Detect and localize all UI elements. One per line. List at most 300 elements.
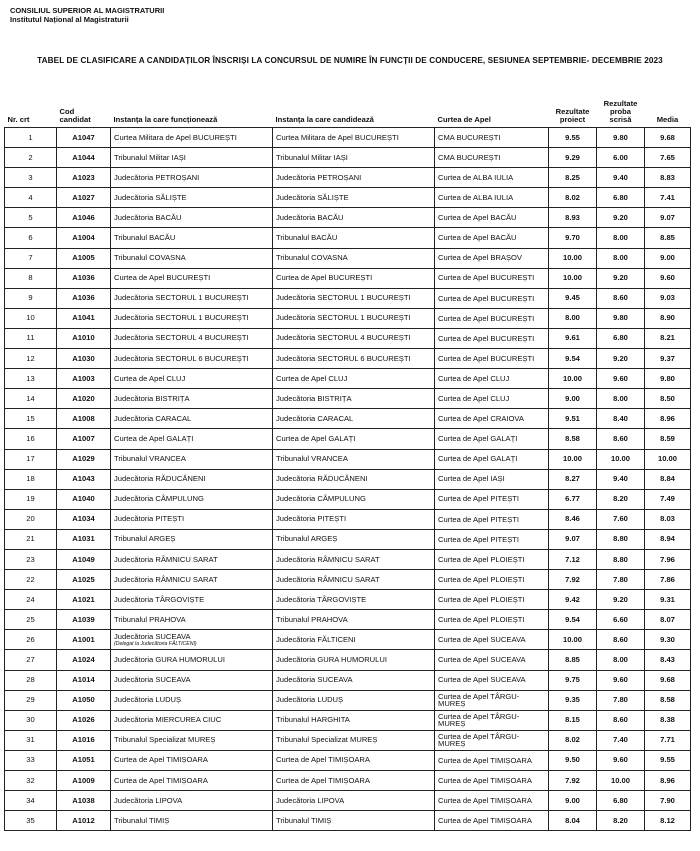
cell-instanta-candideaza: Tribunalul HARGHITA bbox=[273, 710, 435, 730]
cell-cod: A1008 bbox=[57, 409, 111, 429]
cell-curtea: Curtea de Apel PLOIEȘTI bbox=[435, 610, 549, 630]
table-row bbox=[5, 208, 691, 228]
cell-media: 10.00 bbox=[645, 449, 691, 469]
cell-curtea: Curtea de Apel SUCEAVA bbox=[435, 670, 549, 690]
cell-media: 7.71 bbox=[645, 730, 691, 750]
cell-instanta-candideaza: Judecătoria PETROȘANI bbox=[273, 168, 435, 188]
cell-curtea: CMA BUCUREȘTI bbox=[435, 128, 549, 148]
table-row bbox=[5, 630, 691, 650]
cell-instanta-functioneaza: Judecătoria RĂDUCĂNENI bbox=[111, 469, 273, 489]
cell-nr: 27 bbox=[5, 650, 57, 670]
cell-cod: A1031 bbox=[57, 529, 111, 549]
cell-proba: 6.80 bbox=[597, 791, 645, 811]
cell-instanta-candideaza: Judecătoria SĂLIȘTE bbox=[273, 188, 435, 208]
cell-nr: 23 bbox=[5, 549, 57, 569]
cell-media: 9.30 bbox=[645, 630, 691, 650]
cell-cod: A1010 bbox=[57, 328, 111, 348]
cell-instanta-functioneaza: Judecătoria SECTORUL 4 BUCUREȘTI bbox=[111, 328, 273, 348]
cell-curtea: Curtea de Apel PLOIEȘTI bbox=[435, 590, 549, 610]
table-row bbox=[5, 791, 691, 811]
cell-instanta-functioneaza: Curtea de Apel BUCUREȘTI bbox=[111, 268, 273, 288]
cell-proba: 9.60 bbox=[597, 750, 645, 770]
cell-media: 8.96 bbox=[645, 409, 691, 429]
cell-proba: 9.20 bbox=[597, 208, 645, 228]
cell-proba: 8.20 bbox=[597, 811, 645, 831]
cell-proiect: 8.00 bbox=[549, 308, 597, 328]
cell-cod: A1043 bbox=[57, 469, 111, 489]
cell-media: 9.00 bbox=[645, 248, 691, 268]
table-row bbox=[5, 469, 691, 489]
cell-nr: 31 bbox=[5, 730, 57, 750]
cell-proiect: 8.02 bbox=[549, 730, 597, 750]
cell-instanta-candideaza: Tribunalul PRAHOVA bbox=[273, 610, 435, 630]
cell-curtea: Curtea de Apel BUCUREȘTI bbox=[435, 308, 549, 328]
cell-cod: A1024 bbox=[57, 650, 111, 670]
cell-nr: 8 bbox=[5, 268, 57, 288]
cell-media: 8.94 bbox=[645, 529, 691, 549]
cell-instanta-candideaza: Curtea de Apel TIMIȘOARA bbox=[273, 771, 435, 791]
cell-cod: A1014 bbox=[57, 670, 111, 690]
table-row bbox=[5, 771, 691, 791]
table-row bbox=[5, 690, 691, 710]
cell-proiect: 9.51 bbox=[549, 409, 597, 429]
table-row bbox=[5, 489, 691, 509]
cell-proba: 8.60 bbox=[597, 630, 645, 650]
cell-cod: A1040 bbox=[57, 489, 111, 509]
table-row bbox=[5, 168, 691, 188]
cell-media: 7.65 bbox=[645, 148, 691, 168]
cell-instanta-functioneaza: Judecătoria CARACAL bbox=[111, 409, 273, 429]
table-row bbox=[5, 811, 691, 831]
cell-proba: 8.00 bbox=[597, 248, 645, 268]
cell-proiect: 9.54 bbox=[549, 349, 597, 369]
cell-cod: A1009 bbox=[57, 771, 111, 791]
cell-cod: A1021 bbox=[57, 590, 111, 610]
cell-instanta-candideaza: Judecătoria BACĂU bbox=[273, 208, 435, 228]
cell-curtea: CMA BUCUREȘTI bbox=[435, 148, 549, 168]
table-row bbox=[5, 328, 691, 348]
col-header-instanta-candideaza: Instanța la care candidează bbox=[273, 92, 435, 128]
cell-media: 8.43 bbox=[645, 650, 691, 670]
col-header-curtea: Curtea de Apel bbox=[435, 92, 549, 128]
cell-instanta-functioneaza: Judecătoria RÂMNICU SARAT bbox=[111, 570, 273, 590]
table-body bbox=[5, 128, 691, 831]
cell-cod: A1051 bbox=[57, 750, 111, 770]
cell-nr: 16 bbox=[5, 429, 57, 449]
cell-instanta-functioneaza: Tribunalul ARGEȘ bbox=[111, 529, 273, 549]
cell-cod: A1001 bbox=[57, 630, 111, 650]
table-row bbox=[5, 509, 691, 529]
cell-proba: 7.80 bbox=[597, 570, 645, 590]
cell-nr: 30 bbox=[5, 710, 57, 730]
cell-proba: 9.60 bbox=[597, 369, 645, 389]
cell-cod: A1003 bbox=[57, 369, 111, 389]
cell-nr: 6 bbox=[5, 228, 57, 248]
cell-instanta-candideaza: Tribunalul Militar IAȘI bbox=[273, 148, 435, 168]
cell-proba: 9.60 bbox=[597, 670, 645, 690]
cell-curtea: Curtea de Apel BUCUREȘTI bbox=[435, 288, 549, 308]
cell-instanta-functioneaza: Tribunalul Militar IAȘI bbox=[111, 148, 273, 168]
institution-name: CONSILIUL SUPERIOR AL MAGISTRATURII bbox=[10, 6, 165, 15]
cell-nr: 15 bbox=[5, 409, 57, 429]
cell-nr: 5 bbox=[5, 208, 57, 228]
table-row bbox=[5, 228, 691, 248]
cell-curtea: Curtea de Apel TIMIȘOARA bbox=[435, 791, 549, 811]
institution-subname: Institutul Național al Magistraturii bbox=[10, 15, 129, 24]
cell-proba: 8.80 bbox=[597, 529, 645, 549]
cell-nr: 3 bbox=[5, 168, 57, 188]
cell-curtea: Curtea de Apel GALAȚI bbox=[435, 429, 549, 449]
table-row bbox=[5, 529, 691, 549]
cell-nr: 17 bbox=[5, 449, 57, 469]
table-row bbox=[5, 590, 691, 610]
cell-instanta-candideaza: Judecătoria PITEȘTI bbox=[273, 509, 435, 529]
cell-proiect: 9.61 bbox=[549, 328, 597, 348]
cell-media: 8.03 bbox=[645, 509, 691, 529]
cell-proiect: 9.50 bbox=[549, 750, 597, 770]
cell-proba: 9.40 bbox=[597, 469, 645, 489]
cell-instanta-functioneaza: Judecătoria SECTORUL 6 BUCUREȘTI bbox=[111, 349, 273, 369]
cell-instanta-functioneaza: Judecătoria LUDUȘ bbox=[111, 690, 273, 710]
cell-instanta-candideaza: Curtea de Apel GALAȚI bbox=[273, 429, 435, 449]
cell-proba: 7.60 bbox=[597, 509, 645, 529]
cell-nr: 1 bbox=[5, 128, 57, 148]
cell-instanta-functioneaza: Tribunalul COVASNA bbox=[111, 248, 273, 268]
cell-media: 7.49 bbox=[645, 489, 691, 509]
cell-instanta-candideaza: Judecătoria RÂMNICU SARAT bbox=[273, 549, 435, 569]
cell-proiect: 7.12 bbox=[549, 549, 597, 569]
table-row bbox=[5, 349, 691, 369]
cell-curtea: Curtea de Apel TÂRGU-MUREȘ bbox=[435, 710, 549, 730]
cell-proba: 10.00 bbox=[597, 449, 645, 469]
cell-proba: 8.20 bbox=[597, 489, 645, 509]
cell-proba: 9.80 bbox=[597, 308, 645, 328]
cell-curtea: Curtea de Apel SUCEAVA bbox=[435, 630, 549, 650]
cell-media: 9.07 bbox=[645, 208, 691, 228]
cell-cod: A1044 bbox=[57, 148, 111, 168]
cell-media: 7.41 bbox=[645, 188, 691, 208]
cell-proiect: 9.42 bbox=[549, 590, 597, 610]
institution-header bbox=[10, 6, 164, 24]
cell-curtea: Curtea de Apel TÂRGU-MUREȘ bbox=[435, 730, 549, 750]
cell-instanta-candideaza: Judecătoria SECTORUL 1 BUCUREȘTI bbox=[273, 308, 435, 328]
cell-cod: A1016 bbox=[57, 730, 111, 750]
cell-cod: A1023 bbox=[57, 168, 111, 188]
cell-proiect: 10.00 bbox=[549, 248, 597, 268]
col-header-instanta-functioneaza: Instanța la care funcționează bbox=[111, 92, 273, 128]
cell-proba: 8.00 bbox=[597, 389, 645, 409]
cell-proba: 8.40 bbox=[597, 409, 645, 429]
cell-proiect: 9.55 bbox=[549, 128, 597, 148]
cell-instanta-functioneaza: Judecătoria CÂMPULUNG bbox=[111, 489, 273, 509]
cell-instanta-functioneaza: Curtea de Apel TIMIȘOARA bbox=[111, 771, 273, 791]
cell-proiect: 8.25 bbox=[549, 168, 597, 188]
cell-cod: A1012 bbox=[57, 811, 111, 831]
cell-instanta-candideaza: Tribunalul Specializat MUREȘ bbox=[273, 730, 435, 750]
cell-proba: 9.80 bbox=[597, 128, 645, 148]
cell-proba: 9.20 bbox=[597, 590, 645, 610]
cell-proiect: 9.00 bbox=[549, 791, 597, 811]
cell-instanta-functioneaza: Curtea de Apel TIMIȘOARA bbox=[111, 750, 273, 770]
cell-proba: 10.00 bbox=[597, 771, 645, 791]
cell-media: 8.85 bbox=[645, 228, 691, 248]
cell-media: 7.90 bbox=[645, 791, 691, 811]
cell-curtea: Curtea de Apel CLUJ bbox=[435, 369, 549, 389]
cell-media: 9.03 bbox=[645, 288, 691, 308]
cell-cod: A1020 bbox=[57, 389, 111, 409]
table-row bbox=[5, 248, 691, 268]
cell-curtea: Curtea de Apel GALAȚI bbox=[435, 449, 549, 469]
cell-nr: 2 bbox=[5, 148, 57, 168]
cell-proba: 7.40 bbox=[597, 730, 645, 750]
table-row bbox=[5, 268, 691, 288]
cell-instanta-functioneaza: Judecătoria SECTORUL 1 BUCUREȘTI bbox=[111, 308, 273, 328]
cell-curtea: Curtea de Apel PITEȘTI bbox=[435, 509, 549, 529]
cell-media: 9.80 bbox=[645, 369, 691, 389]
table-row bbox=[5, 549, 691, 569]
cell-instanta-functioneaza: Judecătoria GURA HUMORULUI bbox=[111, 650, 273, 670]
cell-proiect: 9.29 bbox=[549, 148, 597, 168]
cell-nr: 28 bbox=[5, 670, 57, 690]
cell-proiect: 10.00 bbox=[549, 268, 597, 288]
cell-nr: 25 bbox=[5, 610, 57, 630]
cell-instanta-candideaza: Judecătoria GURA HUMORULUI bbox=[273, 650, 435, 670]
cell-curtea: Curtea de Apel TIMIȘOARA bbox=[435, 750, 549, 770]
cell-proiect: 9.75 bbox=[549, 670, 597, 690]
cell-media: 8.21 bbox=[645, 328, 691, 348]
cell-curtea: Curtea de Apel TIMIȘOARA bbox=[435, 771, 549, 791]
cell-cod: A1038 bbox=[57, 791, 111, 811]
cell-cod: A1041 bbox=[57, 308, 111, 328]
cell-instanta-functioneaza bbox=[111, 630, 273, 650]
cell-proiect: 9.45 bbox=[549, 288, 597, 308]
table-row bbox=[5, 188, 691, 208]
cell-instanta-candideaza: Judecătoria SUCEAVA bbox=[273, 670, 435, 690]
cell-proiect: 9.35 bbox=[549, 690, 597, 710]
table-row bbox=[5, 429, 691, 449]
cell-proiect: 9.07 bbox=[549, 529, 597, 549]
cell-proba: 8.60 bbox=[597, 429, 645, 449]
cell-nr: 26 bbox=[5, 630, 57, 650]
document-title: TABEL DE CLASIFICARE A CANDIDAȚILOR ÎNSCRIȘI LA CONCURSUL DE NUMIRE ÎN FUNCȚII DE CONDUCERE, SESIUNEA SEPTEMBRIE- DECEMBRIE 2023 bbox=[37, 56, 663, 65]
cell-instanta-functioneaza: Judecătoria BACĂU bbox=[111, 208, 273, 228]
cell-curtea: Curtea de Apel CRAIOVA bbox=[435, 409, 549, 429]
cell-media: 8.96 bbox=[645, 771, 691, 791]
cell-instanta-functioneaza: Tribunalul Specializat MUREȘ bbox=[111, 730, 273, 750]
cell-instanta-functioneaza: Curtea Militara de Apel BUCUREȘTI bbox=[111, 128, 273, 148]
cell-media: 9.68 bbox=[645, 128, 691, 148]
cell-nr: 19 bbox=[5, 489, 57, 509]
cell-nr: 4 bbox=[5, 188, 57, 208]
cell-cod: A1027 bbox=[57, 188, 111, 208]
cell-curtea: Curtea de Apel BACĂU bbox=[435, 228, 549, 248]
cell-media: 8.83 bbox=[645, 168, 691, 188]
table-row bbox=[5, 148, 691, 168]
cell-proba: 9.20 bbox=[597, 349, 645, 369]
cell-instanta-functioneaza: Judecătoria TÂRGOVIȘTE bbox=[111, 590, 273, 610]
cell-proba: 6.60 bbox=[597, 610, 645, 630]
cell-proiect: 8.02 bbox=[549, 188, 597, 208]
cell-media: 7.96 bbox=[645, 549, 691, 569]
cell-proiect: 8.15 bbox=[549, 710, 597, 730]
cell-curtea: Curtea de Apel PITEȘTI bbox=[435, 529, 549, 549]
col-header-cod: Cod candidat bbox=[57, 92, 111, 128]
cell-proiect: 9.70 bbox=[549, 228, 597, 248]
cell-nr: 20 bbox=[5, 509, 57, 529]
cell-curtea: Curtea de Apel PLOIEȘTI bbox=[435, 570, 549, 590]
cell-cod: A1026 bbox=[57, 710, 111, 730]
cell-instanta-candideaza: Tribunalul VRANCEA bbox=[273, 449, 435, 469]
table-row bbox=[5, 650, 691, 670]
cell-proiect: 7.92 bbox=[549, 771, 597, 791]
cell-media: 8.38 bbox=[645, 710, 691, 730]
cell-nr: 11 bbox=[5, 328, 57, 348]
cell-instanta-functioneaza: Judecătoria PETROȘANI bbox=[111, 168, 273, 188]
table-row bbox=[5, 128, 691, 148]
cell-instanta-candideaza: Judecătoria CARACAL bbox=[273, 409, 435, 429]
cell-instanta-candideaza: Tribunalul COVASNA bbox=[273, 248, 435, 268]
cell-instanta-candideaza: Judecătoria BISTRIȚA bbox=[273, 389, 435, 409]
cell-instanta-functioneaza: Judecătoria RÂMNICU SARAT bbox=[111, 549, 273, 569]
cell-instanta-candideaza: Curtea Militara de Apel BUCUREȘTI bbox=[273, 128, 435, 148]
cell-proiect: 8.58 bbox=[549, 429, 597, 449]
cell-nr: 33 bbox=[5, 750, 57, 770]
cell-proba: 7.80 bbox=[597, 690, 645, 710]
cell-proiect: 9.54 bbox=[549, 610, 597, 630]
cell-instanta-candideaza: Judecătoria LIPOVA bbox=[273, 791, 435, 811]
cell-instanta-candideaza: Judecătoria TÂRGOVIȘTE bbox=[273, 590, 435, 610]
cell-instanta-candideaza: Tribunalul TIMIȘ bbox=[273, 811, 435, 831]
cell-media: 9.55 bbox=[645, 750, 691, 770]
cell-media: 9.37 bbox=[645, 349, 691, 369]
classification-table bbox=[4, 92, 691, 831]
cell-proiect: 10.00 bbox=[549, 369, 597, 389]
delegation-note: (Delegat la Judecătoria FĂLTICENI) bbox=[114, 640, 197, 647]
cell-instanta-functioneaza: Judecătoria SUCEAVA bbox=[111, 670, 273, 690]
cell-proiect: 10.00 bbox=[549, 449, 597, 469]
cell-nr: 13 bbox=[5, 369, 57, 389]
cell-cod: A1049 bbox=[57, 549, 111, 569]
col-header-nr: Nr. crt bbox=[5, 92, 57, 128]
table-row bbox=[5, 750, 691, 770]
cell-instanta-functioneaza: Curtea de Apel CLUJ bbox=[111, 369, 273, 389]
table-row bbox=[5, 409, 691, 429]
cell-nr: 32 bbox=[5, 771, 57, 791]
cell-instanta-functioneaza: Judecătoria SĂLIȘTE bbox=[111, 188, 273, 208]
table-row bbox=[5, 288, 691, 308]
cell-instanta-candideaza: Judecătoria SECTORUL 6 BUCUREȘTI bbox=[273, 349, 435, 369]
table-row bbox=[5, 610, 691, 630]
cell-instanta-candideaza: Tribunalul ARGEȘ bbox=[273, 529, 435, 549]
table-row bbox=[5, 389, 691, 409]
cell-media: 9.31 bbox=[645, 590, 691, 610]
cell-proiect: 8.04 bbox=[549, 811, 597, 831]
table-row bbox=[5, 449, 691, 469]
cell-proba: 6.80 bbox=[597, 328, 645, 348]
cell-instanta-candideaza: Judecătoria SECTORUL 4 BUCUREȘTI bbox=[273, 328, 435, 348]
cell-proiect: 8.27 bbox=[549, 469, 597, 489]
cell-curtea: Curtea de ALBA IULIA bbox=[435, 188, 549, 208]
cell-proiect: 7.92 bbox=[549, 570, 597, 590]
cell-cod: A1036 bbox=[57, 268, 111, 288]
cell-cod: A1039 bbox=[57, 610, 111, 630]
cell-instanta-functioneaza: Tribunalul VRANCEA bbox=[111, 449, 273, 469]
cell-instanta-functioneaza: Tribunalul BACĂU bbox=[111, 228, 273, 248]
cell-proiect: 8.46 bbox=[549, 509, 597, 529]
cell-cod: A1050 bbox=[57, 690, 111, 710]
cell-instanta-candideaza: Tribunalul BACĂU bbox=[273, 228, 435, 248]
cell-curtea: Curtea de Apel PLOIEȘTI bbox=[435, 549, 549, 569]
cell-media: 8.84 bbox=[645, 469, 691, 489]
cell-curtea: Curtea de Apel BRAȘOV bbox=[435, 248, 549, 268]
cell-cod: A1007 bbox=[57, 429, 111, 449]
cell-curtea: Curtea de Apel IAȘI bbox=[435, 469, 549, 489]
cell-media: 8.90 bbox=[645, 308, 691, 328]
table-header-row bbox=[5, 92, 691, 128]
cell-nr: 7 bbox=[5, 248, 57, 268]
table-row bbox=[5, 369, 691, 389]
table-row bbox=[5, 730, 691, 750]
cell-cod: A1005 bbox=[57, 248, 111, 268]
cell-instanta-candideaza: Judecătoria LUDUȘ bbox=[273, 690, 435, 710]
table-row bbox=[5, 308, 691, 328]
cell-proba: 8.60 bbox=[597, 288, 645, 308]
cell-curtea: Curtea de Apel BUCUREȘTI bbox=[435, 328, 549, 348]
cell-media: 8.07 bbox=[645, 610, 691, 630]
cell-proba: 8.60 bbox=[597, 710, 645, 730]
cell-curtea: Curtea de Apel BUCUREȘTI bbox=[435, 268, 549, 288]
col-header-media: Media bbox=[645, 92, 691, 128]
cell-instanta-functioneaza: Judecătoria MIERCUREA CIUC bbox=[111, 710, 273, 730]
cell-instanta-functioneaza: Judecătoria PITEȘTI bbox=[111, 509, 273, 529]
cell-media: 8.12 bbox=[645, 811, 691, 831]
cell-cod: A1036 bbox=[57, 288, 111, 308]
cell-nr: 24 bbox=[5, 590, 57, 610]
cell-media: 8.50 bbox=[645, 389, 691, 409]
cell-proba: 9.20 bbox=[597, 268, 645, 288]
cell-proba: 6.80 bbox=[597, 188, 645, 208]
cell-instanta-functioneaza: Judecătoria BISTRIȚA bbox=[111, 389, 273, 409]
cell-proiect: 10.00 bbox=[549, 630, 597, 650]
cell-curtea: Curtea de Apel TIMIȘOARA bbox=[435, 811, 549, 831]
cell-instanta-candideaza: Curtea de Apel BUCUREȘTI bbox=[273, 268, 435, 288]
cell-curtea: Curtea de Apel BACĂU bbox=[435, 208, 549, 228]
cell-proiect: 8.85 bbox=[549, 650, 597, 670]
cell-nr: 34 bbox=[5, 791, 57, 811]
cell-instanta-candideaza: Judecătoria RÂMNICU SARAT bbox=[273, 570, 435, 590]
cell-nr: 18 bbox=[5, 469, 57, 489]
cell-cod: A1034 bbox=[57, 509, 111, 529]
cell-nr: 9 bbox=[5, 288, 57, 308]
cell-proba: 9.40 bbox=[597, 168, 645, 188]
cell-media: 7.86 bbox=[645, 570, 691, 590]
cell-proiect: 8.93 bbox=[549, 208, 597, 228]
cell-curtea: Curtea de Apel PITEȘTI bbox=[435, 489, 549, 509]
col-header-proba: Rezultate proba scrisă bbox=[597, 92, 645, 128]
cell-instanta-functioneaza: Tribunalul PRAHOVA bbox=[111, 610, 273, 630]
cell-nr: 12 bbox=[5, 349, 57, 369]
cell-instanta-functioneaza: Curtea de Apel GALAȚI bbox=[111, 429, 273, 449]
cell-proiect: 9.00 bbox=[549, 389, 597, 409]
cell-media: 8.58 bbox=[645, 690, 691, 710]
cell-instanta-candideaza: Judecătoria RĂDUCĂNENI bbox=[273, 469, 435, 489]
col-header-proiect: Rezultate proiect bbox=[549, 92, 597, 128]
cell-cod: A1046 bbox=[57, 208, 111, 228]
cell-cod: A1029 bbox=[57, 449, 111, 469]
cell-nr: 14 bbox=[5, 389, 57, 409]
cell-nr: 21 bbox=[5, 529, 57, 549]
cell-curtea: Curtea de Apel BUCUREȘTI bbox=[435, 349, 549, 369]
